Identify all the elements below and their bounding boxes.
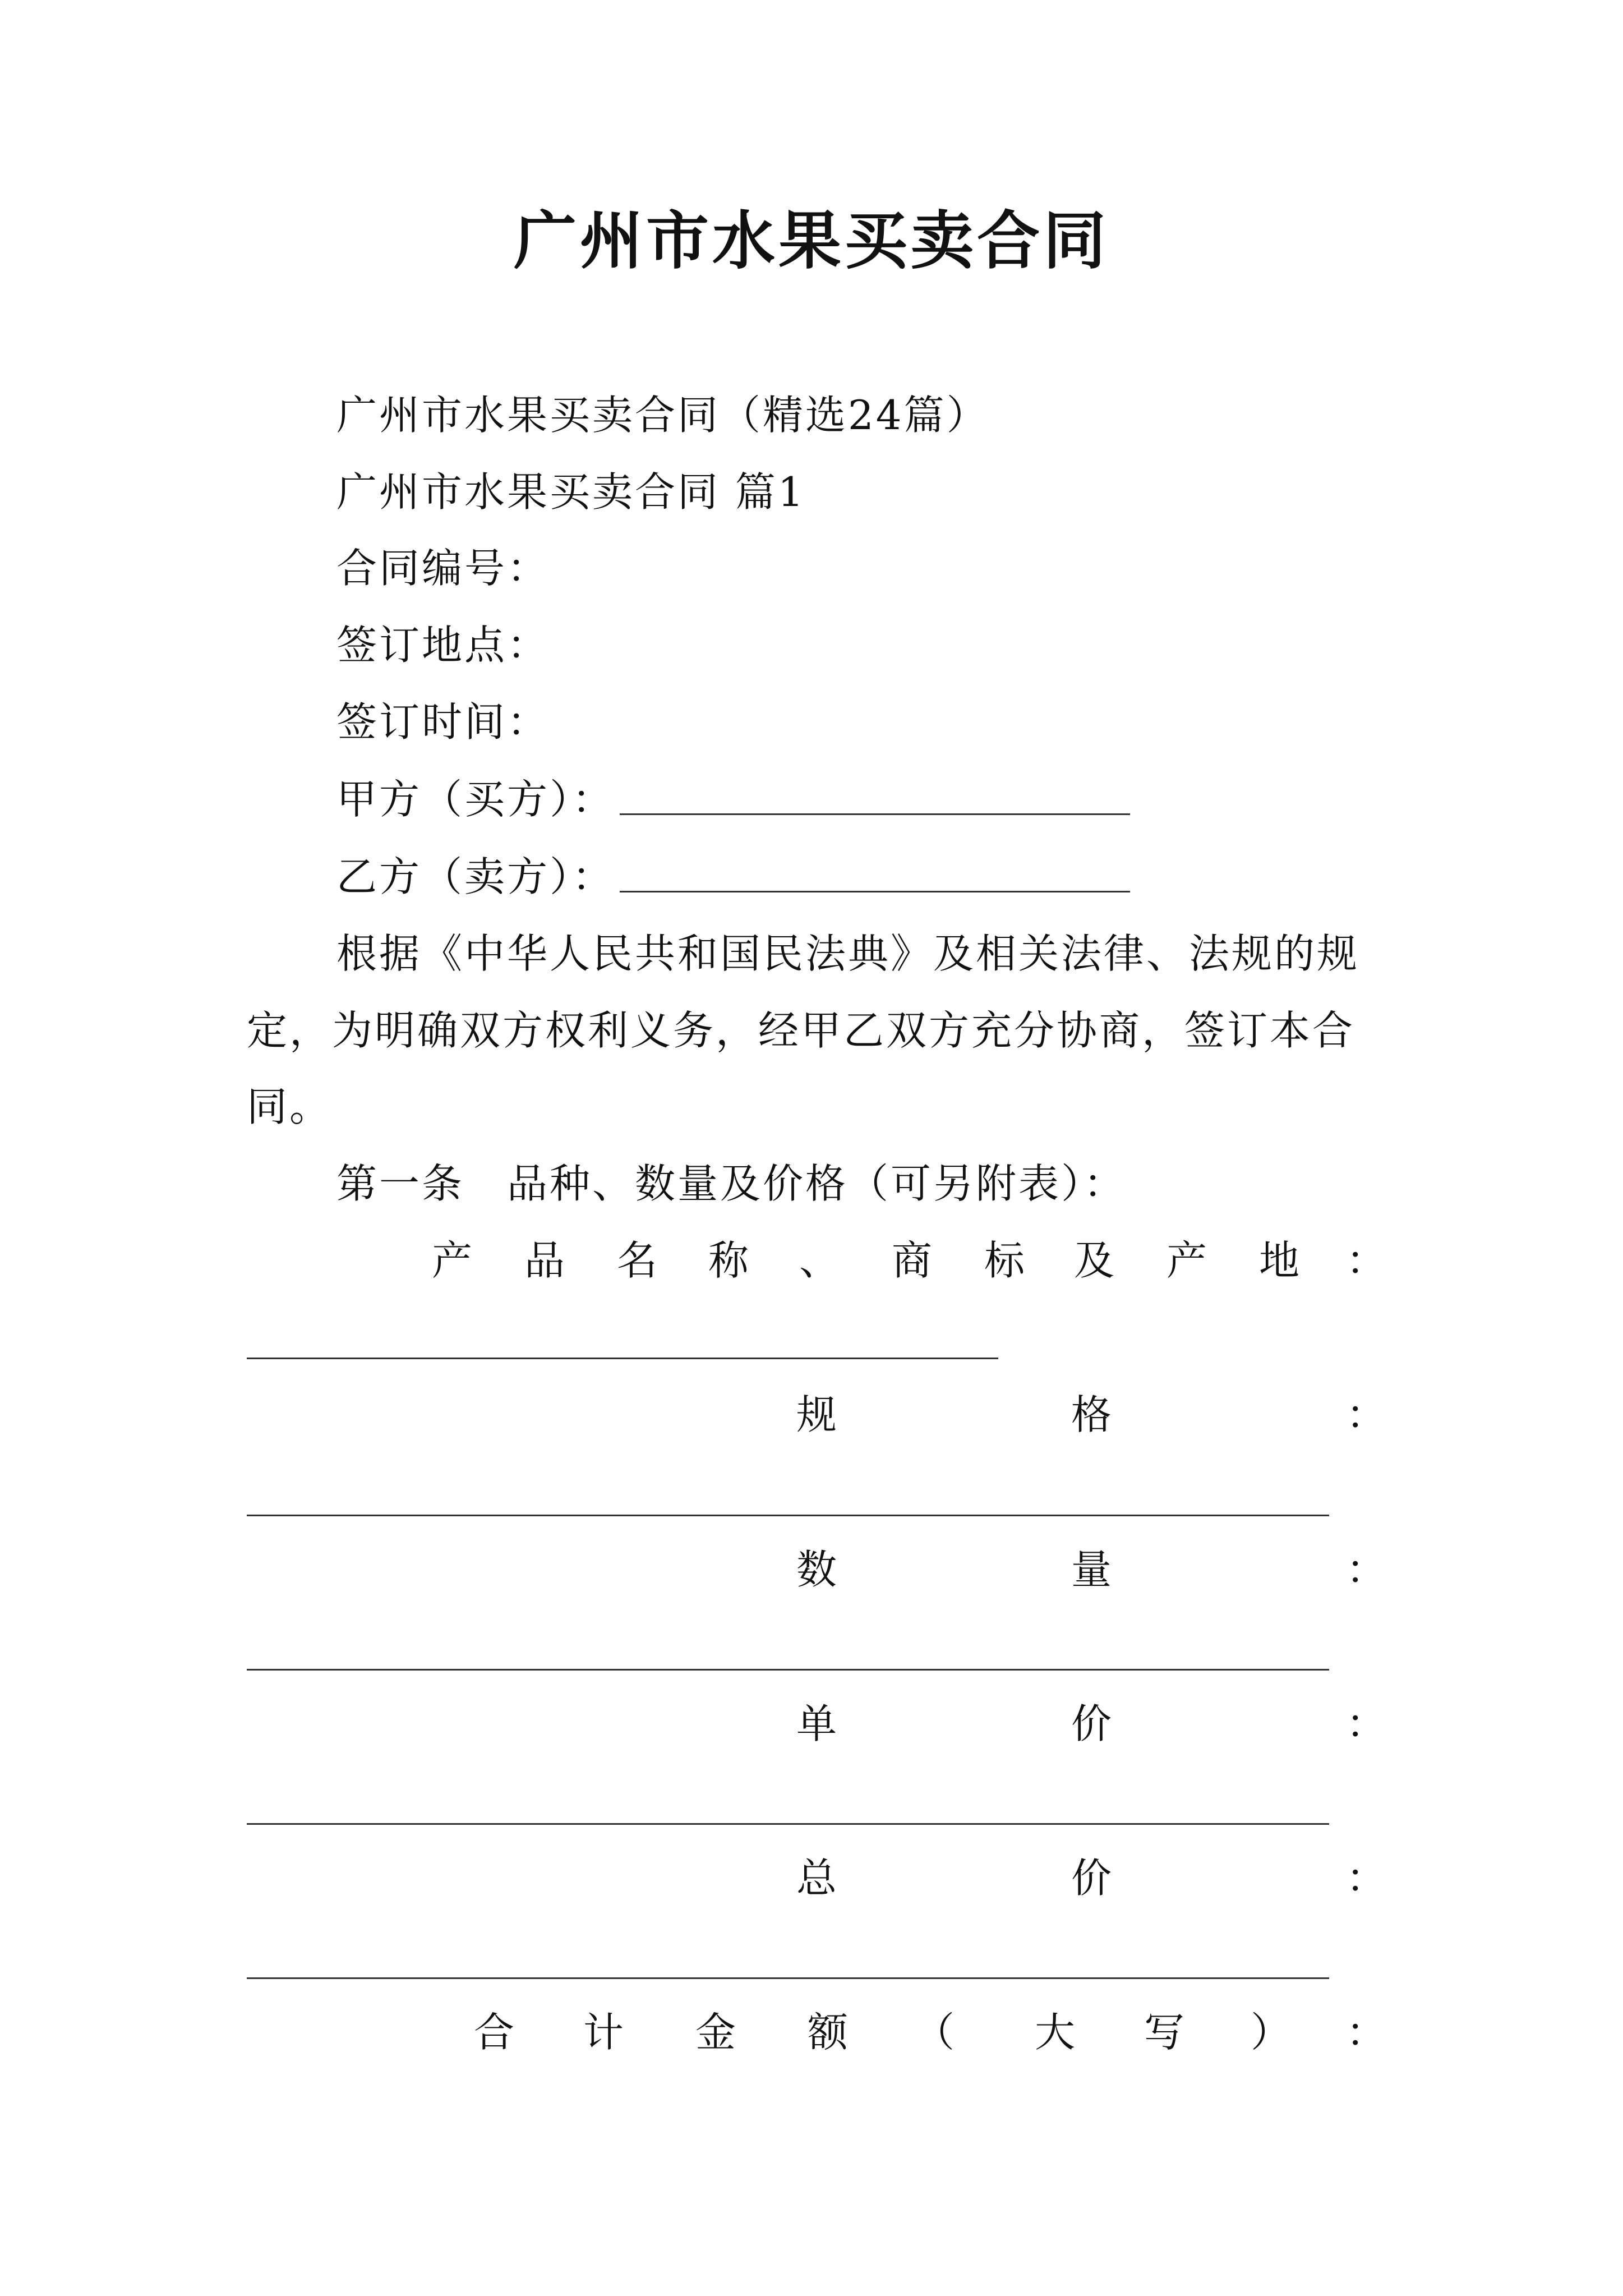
product-char: 产 bbox=[432, 1237, 473, 1284]
preamble-line-3: 同。 bbox=[247, 1083, 333, 1130]
spec-char: 规 bbox=[796, 1391, 837, 1438]
spec-char: 格 bbox=[1071, 1391, 1112, 1438]
total-price-char: ： bbox=[1346, 1855, 1387, 1902]
party-b-label: 乙方（卖方）： bbox=[336, 853, 615, 900]
quantity-char: 量 bbox=[1071, 1546, 1112, 1593]
amount-char: 写 bbox=[1144, 2009, 1185, 2056]
contract-number-label: 合同编号： bbox=[336, 545, 550, 592]
quantity-char: ： bbox=[1346, 1546, 1387, 1593]
article-1-heading: 第一条 品种、数量及价格（可另附表）： bbox=[336, 1160, 1127, 1207]
spec-char: ： bbox=[1346, 1391, 1387, 1438]
party-b-fill-line bbox=[620, 891, 1130, 892]
unit-price-char: 价 bbox=[1071, 1700, 1112, 1747]
amount-char: 计 bbox=[583, 2009, 624, 2056]
unit-price-char: 单 bbox=[796, 1700, 837, 1747]
product-char: 地 bbox=[1259, 1237, 1300, 1284]
section-heading: 广州市水果买卖合同 篇1 bbox=[336, 468, 806, 516]
product-char: ： bbox=[1346, 1237, 1387, 1284]
total-price-char: 价 bbox=[1071, 1855, 1112, 1902]
amount-char: ） bbox=[1251, 2009, 1292, 2056]
amount-char: ： bbox=[1346, 2009, 1387, 2056]
amount-char: 合 bbox=[474, 2009, 515, 2056]
sign-place-label: 签订地点： bbox=[336, 622, 550, 669]
sign-time-label: 签订时间： bbox=[336, 698, 550, 746]
unit-price-char: ： bbox=[1346, 1700, 1387, 1747]
product-name-fill-line bbox=[247, 1358, 998, 1359]
document-subtitle: 广州市水果买卖合同（精选24篇） bbox=[336, 392, 989, 439]
total-price-fill-line bbox=[247, 1977, 1329, 1979]
party-a-label: 甲方（买方）： bbox=[336, 776, 615, 823]
product-char: 商 bbox=[892, 1237, 933, 1284]
product-char: 品 bbox=[524, 1237, 565, 1284]
total-price-char: 总 bbox=[796, 1855, 837, 1902]
amount-char: （ bbox=[914, 2009, 955, 2056]
product-char: 及 bbox=[1074, 1237, 1115, 1284]
amount-char: 大 bbox=[1035, 2009, 1076, 2056]
document-title: 广州市水果买卖合同 bbox=[514, 205, 1109, 278]
unit-price-fill-line bbox=[247, 1823, 1329, 1825]
quantity-char: 数 bbox=[796, 1546, 837, 1593]
preamble-line-1: 根据《中华人民共和国民法典》及相关法律、法规的规 bbox=[336, 930, 1360, 977]
product-char: 称 bbox=[708, 1237, 749, 1284]
party-a-fill-line bbox=[620, 813, 1130, 815]
amount-char: 额 bbox=[808, 2009, 849, 2056]
product-char: 名 bbox=[617, 1237, 658, 1284]
product-char: 标 bbox=[984, 1237, 1025, 1284]
amount-char: 金 bbox=[695, 2009, 736, 2056]
product-char: 、 bbox=[799, 1237, 840, 1284]
quantity-fill-line bbox=[247, 1669, 1329, 1671]
product-char: 产 bbox=[1166, 1237, 1207, 1284]
preamble-line-2: 定，为明确双方权利义务，经甲乙双方充分协商，签订本合 bbox=[247, 1007, 1355, 1054]
spec-fill-line bbox=[247, 1515, 1329, 1516]
